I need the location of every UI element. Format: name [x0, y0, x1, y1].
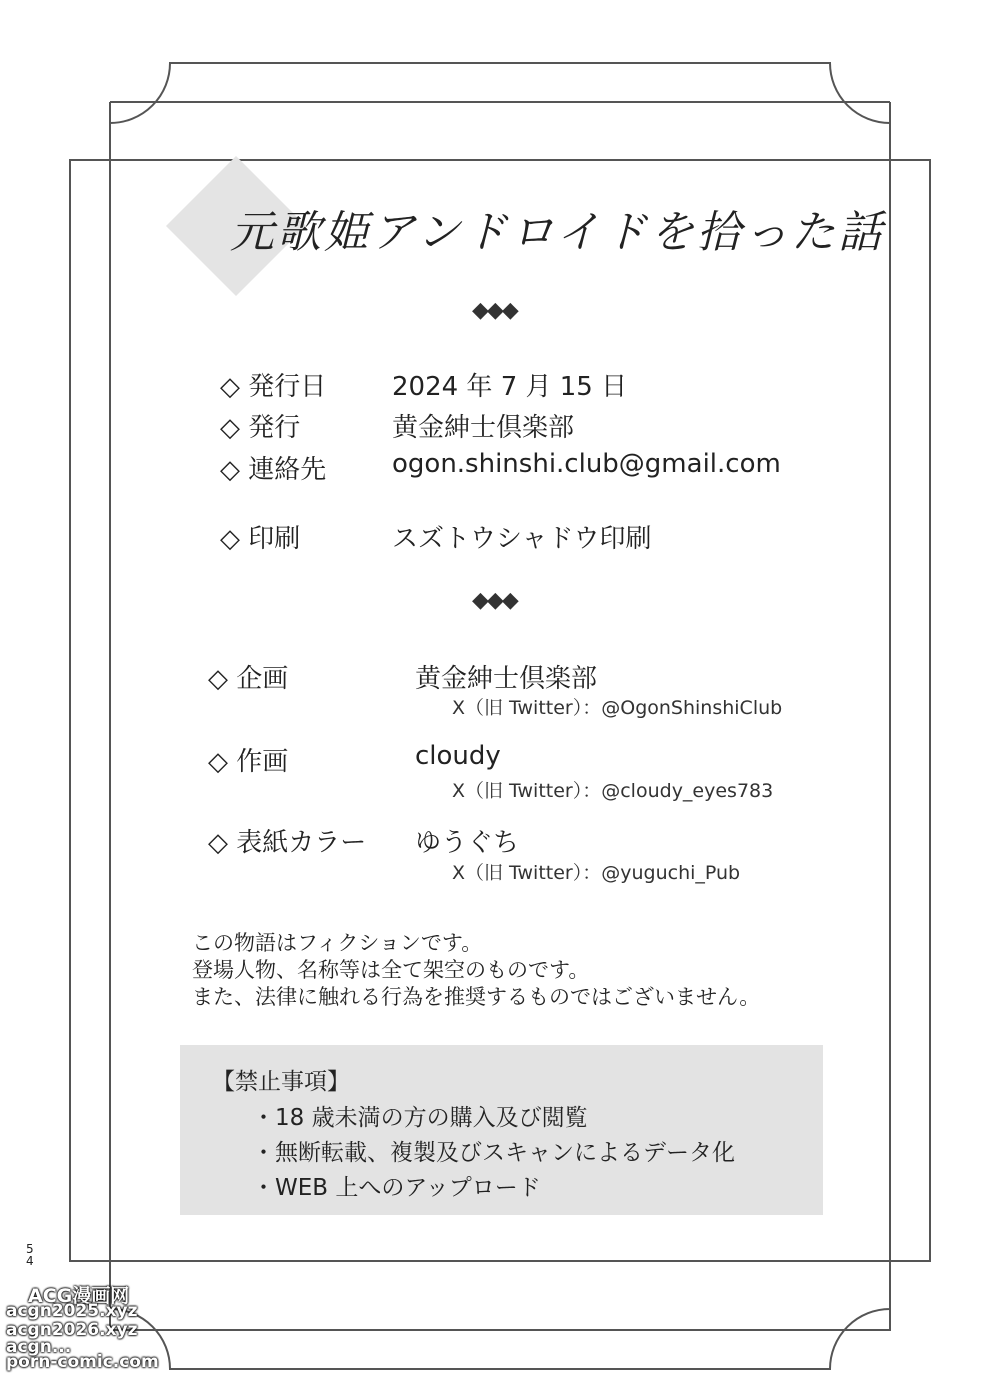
disclaimer-line-2: 登場人物、名称等は全て架空のものです。	[192, 958, 590, 982]
info-value-date: 2024 年 7 月 15 日	[392, 372, 628, 402]
credit-sns-planning: X（旧 Twitter）：@OgonShinshiClub	[452, 697, 783, 719]
info-label-publisher: ◇ 発行	[220, 413, 301, 443]
prohibited-heading: 【禁止事項】	[212, 1069, 350, 1095]
credit-label-cover-color: ◇ 表紙カラー	[208, 828, 367, 858]
credit-sns-art: X（旧 Twitter）：@cloudy_eyes783	[452, 780, 774, 802]
watermark-2: acgn2025.xyz	[6, 1301, 138, 1321]
prohibited-item-2: ・無断転載、複製及びスキャンによるデータ化	[252, 1140, 735, 1166]
info-value-contact: ogon.shinshi.club@gmail.com	[392, 449, 781, 479]
info-value-publisher: 黄金紳士倶楽部	[392, 413, 575, 443]
credit-sns-cover-color: X（旧 Twitter）：@yuguchi_Pub	[452, 862, 741, 884]
disclaimer-line-3: また、法律に触れる行為を推奨するものではございません。	[192, 985, 761, 1009]
info-label-date: ◇ 発行日	[220, 372, 327, 402]
watermark-5: porn-comic.com	[6, 1352, 159, 1372]
credit-label-planning: ◇ 企画	[208, 664, 289, 694]
watermark-1: ACG漫画网	[28, 1285, 130, 1307]
prohibited-item-3: ・WEB 上へのアップロード	[252, 1175, 541, 1201]
credit-name-cover-color: ゆうぐち	[415, 828, 520, 858]
watermark-3: acgn2026.xyz	[6, 1320, 138, 1340]
disclaimer-line-1: この物語はフィクションです。	[192, 931, 483, 955]
prohibited-item-1: ・18 歳未満の方の購入及び閲覧	[252, 1105, 588, 1131]
credit-name-art: cloudy	[415, 741, 501, 771]
info-value-printer: スズトウシャドウ印刷	[392, 524, 652, 554]
info-label-printer: ◇ 印刷	[220, 524, 301, 554]
ornament-middle: ◆◆◆	[472, 588, 517, 613]
credit-label-art: ◇ 作画	[208, 747, 289, 777]
watermark-4: acgn...	[6, 1337, 72, 1357]
page-number: 54	[26, 1242, 34, 1268]
credit-name-planning: 黄金紳士倶楽部	[415, 664, 598, 694]
ornament-top: ◆◆◆	[472, 298, 517, 323]
page-title: 元歌姫アンドロイドを拾った話	[230, 207, 885, 258]
info-label-contact: ◇ 連絡先	[220, 455, 327, 485]
